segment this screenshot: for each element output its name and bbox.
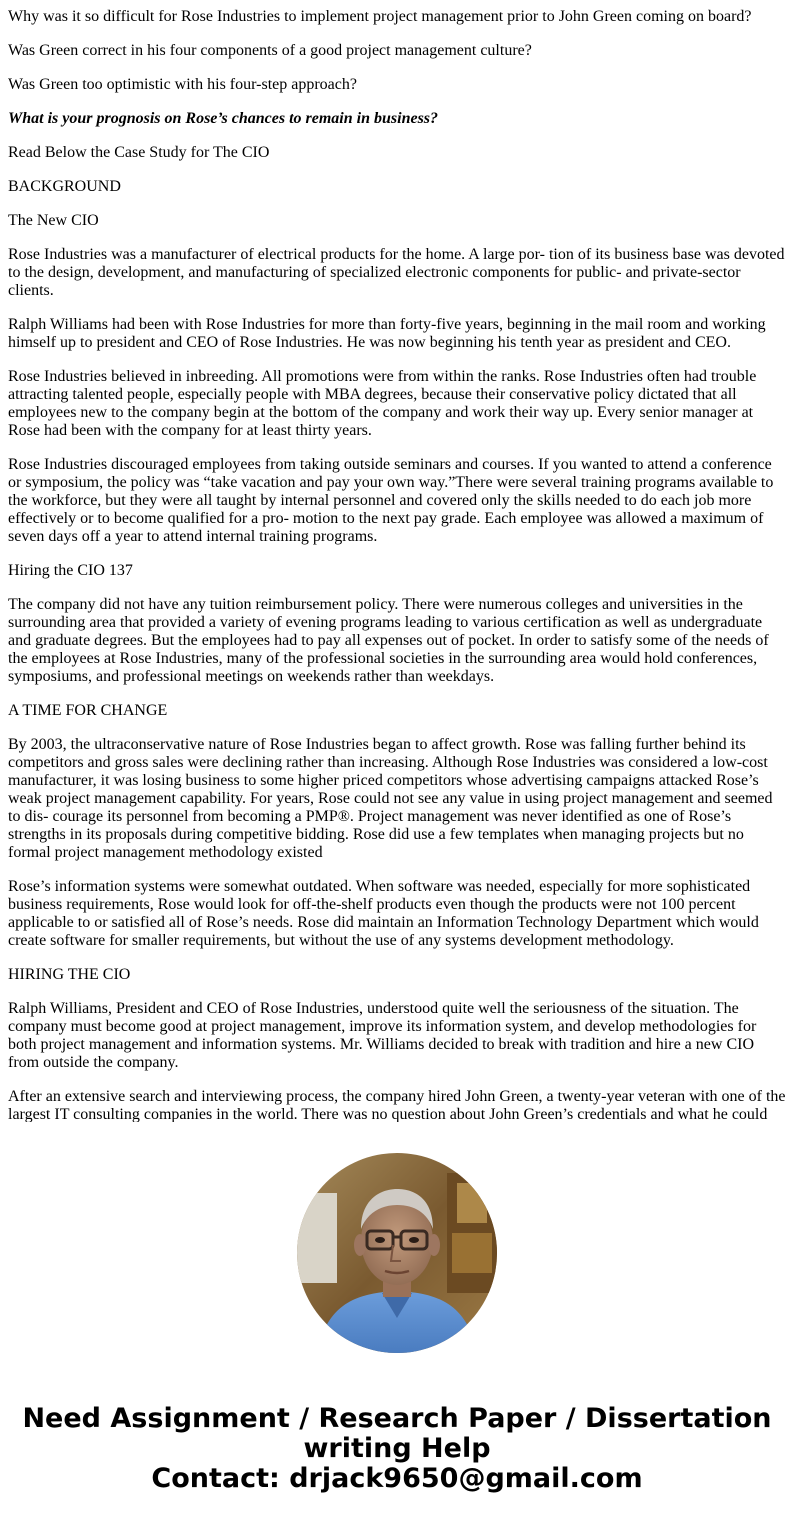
- question-1: Why was it so difficult for Rose Industries to implement project management prior to John Green coming on board?: [8, 8, 752, 25]
- case-study-intro: Read Below the Case Study for The CIO: [8, 144, 270, 161]
- person-photo-icon: [297, 1153, 497, 1353]
- question-3: Was Green too optimistic with his four-step approach?: [8, 76, 357, 93]
- paragraph: Ralph Williams, President and CEO of Rose Industries, understood quite well the seriousness of the situation. The company must become good at project management, improve its information system, and develop methodologies for both project management and information systems. Mr. Williams decided to break with tradition and hire a new CIO from outside the company.: [8, 1000, 757, 1071]
- section-heading-hiring-cio: HIRING THE CIO: [8, 966, 131, 983]
- paragraph: Rose Industries discouraged employees from taking outside seminars and courses. If you wanted to attend a conference or symposium, the policy was “take vacation and pay your own way.”There were several training programs available to the workforce, but they were all taught by internal personnel and covered only the skills needed to do each job more effectively or to become qualified for a pro- motion to the next pay grade. Each employee was allowed a maximum of seven days off a year to attend internal training programs.: [8, 456, 774, 545]
- subheading-new-cio: The New CIO: [8, 212, 99, 229]
- promo-line-1: Need Assignment / Research Paper / Dissertation: [22, 1403, 772, 1434]
- paragraph: By 2003, the ultraconservative nature of Rose Industries began to affect growth. Rose was falling further behind its competitors and gross sales were declining rather than increasing. Although Rose Industries was considered a low-cost manufacturer, it was losing business to some higher priced competitors whose advertising campaigns attacked Rose’s weak project management capability. For years, Rose could not see any value in using project management and seemed to dis- courage its personnel from becoming a PMP®. Project management was never identified as one of Rose’s strengths in its proposals during competitive bidding. Rose did use a few templates when managing projects but no formal project management methodology existed: [8, 736, 773, 861]
- promo-line-2: writing Help: [303, 1433, 491, 1464]
- paragraph: Ralph Williams had been with Rose Industries for more than forty-five years, beginning in the mail room and working himself up to president and CEO of Rose Industries. He was now beginning his tenth year as president and CEO.: [8, 316, 766, 351]
- paragraph: After an extensive search and interviewing process, the company hired John Green, a twenty-year veteran with one of the largest IT consulting companies in the world. There was no question about John Green’s credentials and what he could: [8, 1088, 786, 1122]
- question-4: What is your prognosis on Rose’s chances to remain in business?: [8, 110, 439, 127]
- question-2: Was Green correct in his four components of a good project management culture?: [8, 42, 532, 59]
- paragraph: Rose Industries was a manufacturer of electrical products for the home. A large por- tion of its business base was devoted to the design, development, and manufacturing of specialized electronic components for public- and private-sector clients.: [8, 246, 785, 299]
- section-heading-background: BACKGROUND: [8, 178, 121, 195]
- paragraph: Rose’s information systems were somewhat outdated. When software was needed, especially for more sophisticated business requirements, Rose would look for off-the-shelf products even though the products were not 100 percent applicable to or satisfied all of Rose’s needs. Rose did maintain an Information Technology Department which would create software for smaller requirements, but without the use of any systems development methodology.: [8, 878, 759, 949]
- document-body: [8, 0, 788, 1122]
- promo-banner: [0, 1404, 794, 1494]
- paragraph: The company did not have any tuition reimbursement policy. There were numerous colleges and universities in the surrounding area that provided a variety of evening programs leading to various certification as well as undergraduate and graduate degrees. But the employees had to pay all expenses out of pocket. In order to satisfy some of the needs of the employees at Rose Industries, many of the professional societies in the surrounding area would hold conferences, symposiums, and professional meetings on weekends rather than weekdays.: [8, 596, 769, 685]
- paragraph: Rose Industries believed in inbreeding. All promotions were from within the ranks. Rose Industries often had trouble attracting talented people, especially people with MBA degrees, because their conservative policy dictated that all employees new to the company begin at the bottom of the company and work their way up. Every senior manager at Rose had been with the company for at least thirty years.: [8, 368, 757, 439]
- avatar: [297, 1153, 497, 1353]
- running-header: Hiring the CIO 137: [8, 562, 133, 579]
- section-heading-time-for-change: A TIME FOR CHANGE: [8, 702, 168, 719]
- promo-contact[interactable]: Contact: drjack9650@gmail.com: [151, 1463, 643, 1494]
